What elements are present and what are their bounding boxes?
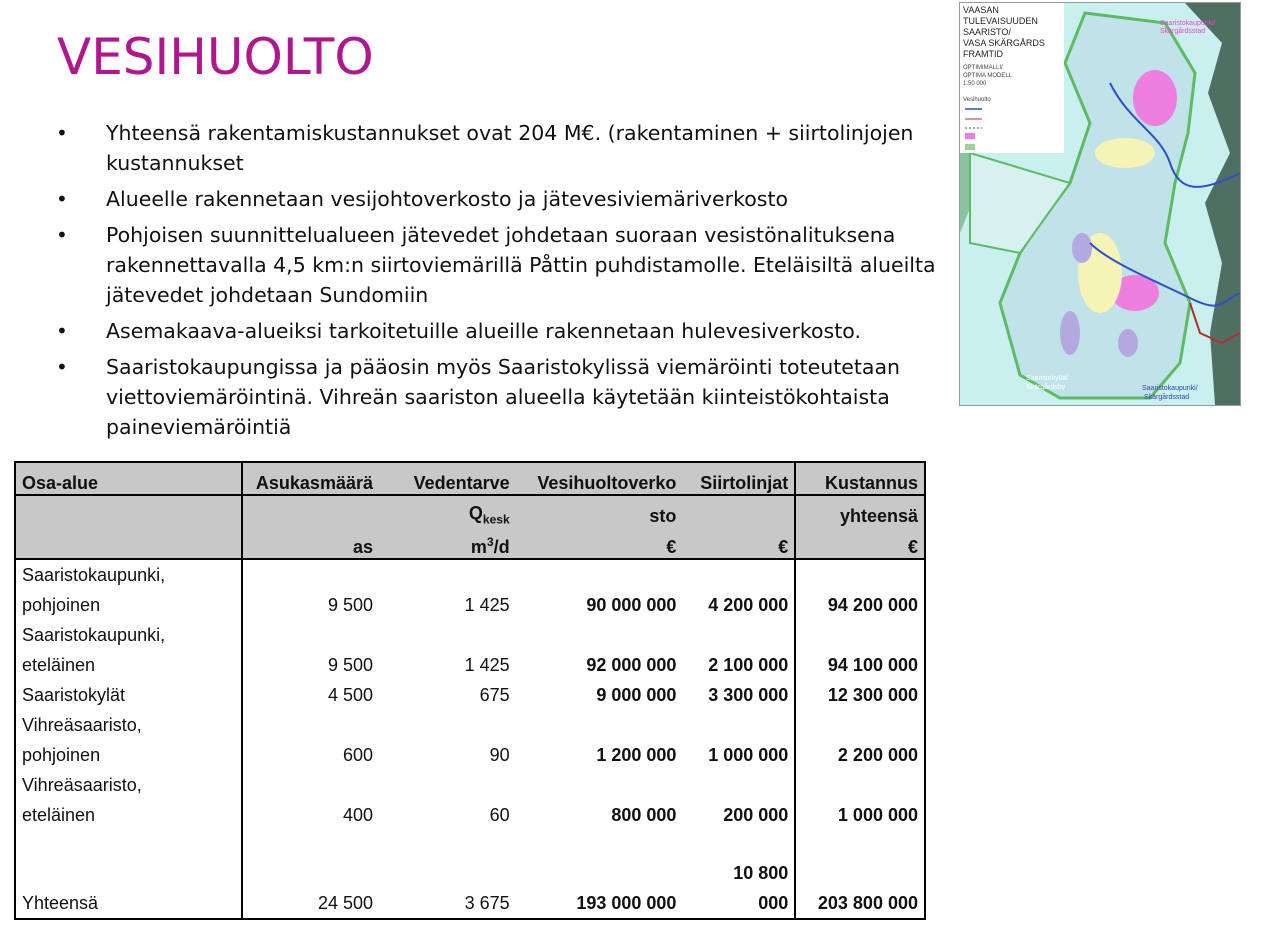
cell-total-name: Yhteensä xyxy=(15,830,242,919)
cell-total-kustannus: 203 800 000 xyxy=(795,830,925,919)
header-kustannus: Kustannus xyxy=(795,462,925,495)
header-q-kesk: $Q_{kesk}$ xyxy=(379,495,516,527)
cell-total-vesihuolto: 193 000 000 xyxy=(516,830,683,919)
bullet-item xyxy=(56,316,936,346)
bullet-list xyxy=(56,118,936,448)
bullet-text: Asemakaava-alueiksi tarkoitetuille alueille rakennetaan hulevesiverkosto. xyxy=(106,319,861,343)
cell-asukas: 4 500 xyxy=(327,685,373,705)
map-label: Saaristokylät/ xyxy=(1026,375,1069,382)
bullet-dot-icon: • xyxy=(56,223,68,247)
map-title-line: VASA SKÄRGÅRDS xyxy=(963,38,1045,48)
bullet-item xyxy=(56,118,936,178)
cell-kustannus: 12 300 000 xyxy=(795,680,925,710)
map-label: Saaristokaupunki/ xyxy=(1142,385,1198,392)
map-title-line: SAARISTO/ xyxy=(963,27,1011,37)
bullet-text: Alueelle rakennetaan vesijohtoverkosto ja jätevesiviemäriverkosto xyxy=(106,187,789,211)
cell-vesihuolto: 9 000 000 xyxy=(596,685,677,705)
cell-total-siirto: 10 800 000 xyxy=(682,830,795,919)
slide-title: VESIHUOLTO xyxy=(57,28,374,86)
bullet-dot-icon: • xyxy=(56,319,68,343)
map-title-line: FRAMTID xyxy=(963,49,1003,59)
cost-table xyxy=(14,461,926,920)
table-units-row xyxy=(15,527,925,559)
map-pink-area xyxy=(1133,70,1177,126)
map-label: Skärgårdsstad xyxy=(1160,28,1206,35)
cell-kustannus: 1 000 000 xyxy=(795,770,925,830)
cell-kustannus: 94 200 000 xyxy=(795,559,925,620)
cell-area-name: Vihreäsaaristo, pohjoinen xyxy=(15,710,242,770)
cell-siirto: 4 200 000 xyxy=(682,559,795,620)
map-subtitle-line: 1:50 000 xyxy=(963,81,987,87)
header-vesihuolto-cont: sto xyxy=(516,495,683,527)
header-vesihuoltoverkosto: Vesihuoltoverko xyxy=(516,462,683,495)
bullet-text: Pohjoisen suunnittelualueen jätevedet johdetaan suoraan vesistönalituksena rakennettavalla 4,5 km:n siirtoviemärillä Påttin puhdistamolle. Eteläisiltä alueilta jätevedet johdetaan Sundomiin xyxy=(106,223,936,307)
cell-kustannus: 94 100 000 xyxy=(795,620,925,680)
map-title-line: VAASAN xyxy=(963,5,999,15)
unit-euro: € xyxy=(795,527,925,559)
header-siirtolinjat: Siirtolinjat xyxy=(682,462,795,495)
map-purple-area xyxy=(1118,329,1138,357)
header-asukasmaara: Asukasmäärä xyxy=(242,462,379,495)
cell-vedentarve: 60 xyxy=(489,805,510,825)
cell-area-name: Saaristokaupunki, pohjoinen xyxy=(15,559,242,620)
map-label: Saaristokaupunki/ xyxy=(1160,20,1216,27)
cell-vesihuolto: 90 000 000 xyxy=(586,595,677,615)
cell-total-vedentarve: 3 675 xyxy=(379,830,516,919)
unit-euro: € xyxy=(516,527,683,559)
table-row xyxy=(15,770,925,830)
cell-vedentarve: 1 425 xyxy=(464,655,510,675)
cell-siirto: 3 300 000 xyxy=(682,680,795,710)
map-title-line: TULEVAISUUDEN xyxy=(963,16,1038,26)
map-label: Skärgårdsstad xyxy=(1144,394,1190,401)
table-header-row xyxy=(15,462,925,495)
cell-area-name: Saaristokylät xyxy=(15,680,242,710)
map-subtitle-line: OPTIMIMALLI/ xyxy=(963,65,1003,71)
cell-asukas: 9 500 xyxy=(327,595,373,615)
cell-asukas: 9 500 xyxy=(327,655,373,675)
map-legend-swatch xyxy=(965,144,975,150)
cell-vedentarve: 675 xyxy=(479,685,510,705)
table-row xyxy=(15,559,925,620)
map-label: Skärgårdsby xyxy=(1026,384,1066,391)
header-osa-alue: Osa-alue xyxy=(15,462,242,495)
header-vedentarve: Vedentarve xyxy=(379,462,516,495)
cell-total-asukas: 24 500 xyxy=(242,830,379,919)
map-image xyxy=(959,2,1241,406)
unit-as: as xyxy=(242,527,379,559)
cell-vedentarve: 90 xyxy=(489,745,510,765)
bullet-text: Saaristokaupungissa ja pääosin myös Saaristokylissä viemäröinti toteutetaan viettoviemäröintinä. Vihreän saariston alueella käytetään kiinteistökohtaista paineviemäröintiä xyxy=(106,355,900,439)
bullet-text: Yhteensä rakentamiskustannukset ovat 204 M€. (rakentaminen + siirtolinjojen kustannukset xyxy=(106,121,914,175)
cell-siirto: 1 000 000 xyxy=(682,710,795,770)
cell-area-name: Saaristokaupunki, eteläinen xyxy=(15,620,242,680)
cell-siirto: 200 000 xyxy=(682,770,795,830)
bullet-dot-icon: • xyxy=(56,355,68,379)
bullet-dot-icon: • xyxy=(56,121,68,145)
cell-siirto: 2 100 000 xyxy=(682,620,795,680)
map-yellow-area xyxy=(1095,138,1155,168)
table-header-row xyxy=(15,495,925,527)
bullet-item xyxy=(56,220,936,310)
map-legend-swatch xyxy=(965,133,975,139)
cell-vedentarve: 1 425 xyxy=(464,595,510,615)
table-row xyxy=(15,620,925,680)
cell-vesihuolto: 800 000 xyxy=(611,805,677,825)
bullet-item xyxy=(56,184,936,214)
map-subtitle-line: OPTIMA MODELL xyxy=(963,73,1013,79)
unit-m3d: $m^3/d$ xyxy=(379,527,516,559)
map-purple-area xyxy=(1060,311,1080,355)
header-yhteensa: yhteensä xyxy=(795,495,925,527)
cell-asukas: 400 xyxy=(342,805,373,825)
bullet-item xyxy=(56,352,936,442)
cell-kustannus: 2 200 000 xyxy=(795,710,925,770)
cell-vesihuolto: 92 000 000 xyxy=(586,655,677,675)
table-total-row xyxy=(15,830,925,919)
cell-asukas: 600 xyxy=(342,745,373,765)
cell-vesihuolto: 1 200 000 xyxy=(596,745,677,765)
map-legend-heading: Vesihuolto xyxy=(963,97,991,103)
cell-area-name: Vihreäsaaristo, eteläinen xyxy=(15,770,242,830)
table-row xyxy=(15,710,925,770)
map-purple-area xyxy=(1072,233,1092,263)
table-row xyxy=(15,680,925,710)
bullet-dot-icon: • xyxy=(56,187,68,211)
unit-euro: € xyxy=(682,527,795,559)
